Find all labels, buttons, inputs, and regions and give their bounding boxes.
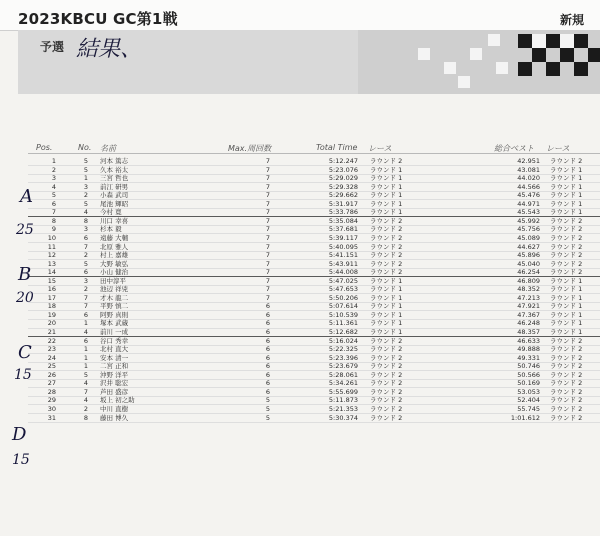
- cell-time: 5:23.076: [328, 165, 358, 174]
- col-no: No.: [78, 143, 92, 152]
- group-d-count: 15: [12, 452, 30, 468]
- cell-time: 5:21.353: [328, 404, 358, 413]
- cell-laps: 5: [265, 413, 270, 422]
- cell-laps: 7: [265, 242, 270, 251]
- cell-no: 7: [83, 242, 88, 251]
- cell-laps: 6: [265, 310, 270, 319]
- cell-name: 二宮 正和: [100, 362, 129, 371]
- cell-best-race: ラウンド 1: [550, 208, 583, 217]
- cell-time: 5:16.024: [328, 336, 358, 345]
- cell-time: 5:31.917: [328, 199, 358, 208]
- cell-race: ラウンド 1: [370, 191, 403, 200]
- cell-pos: 14: [47, 268, 56, 277]
- cell-race: ラウンド 2: [370, 233, 403, 242]
- cell-best: 46.633: [517, 336, 540, 345]
- group-a-letter: A: [20, 186, 33, 207]
- cell-name: 村上 嘉雄: [100, 251, 129, 260]
- cell-race: ラウンド 2: [370, 259, 403, 268]
- cell-pos: 1: [51, 157, 56, 165]
- cell-time: 5:22.325: [328, 345, 358, 354]
- cell-time: 5:37.681: [328, 225, 358, 234]
- cell-race: ラウンド 1: [370, 199, 403, 208]
- cell-name: 小森 武司: [100, 191, 129, 200]
- cell-best: 45.040: [517, 259, 540, 268]
- cell-race: ラウンド 2: [370, 396, 403, 405]
- cell-best: 46.248: [517, 319, 540, 328]
- cell-best: 45.992: [517, 216, 540, 225]
- cell-no: 5: [83, 157, 88, 165]
- cell-no: 3: [83, 225, 88, 234]
- cell-laps: 7: [265, 199, 270, 208]
- cell-name: 平野 慎二: [100, 302, 129, 311]
- cell-no: 4: [83, 396, 88, 405]
- cell-pos: 11: [47, 242, 56, 251]
- cell-best: 44.566: [517, 182, 540, 191]
- cell-laps: 7: [265, 208, 270, 217]
- cell-best: 1:01.612: [510, 413, 540, 422]
- cell-no: 1: [83, 345, 88, 354]
- cell-pos: 2: [51, 165, 56, 174]
- cell-best: 48.352: [517, 285, 540, 294]
- cell-pos: 4: [51, 182, 56, 191]
- col-total-time: Total Time: [316, 143, 358, 152]
- cell-name: 田中淳平: [100, 276, 126, 285]
- cell-time: 5:35.084: [328, 216, 358, 225]
- cell-time: 5:29.328: [328, 182, 358, 191]
- cell-laps: 6: [265, 387, 270, 396]
- cell-laps: 7: [265, 251, 270, 260]
- cell-pos: 8: [51, 216, 56, 225]
- cell-no: 2: [83, 404, 88, 413]
- cell-race: ラウンド 1: [370, 328, 403, 336]
- cell-race: ラウンド 1: [370, 302, 403, 311]
- cell-best-race: ラウンド 2: [550, 379, 583, 388]
- cell-laps: 6: [265, 345, 270, 354]
- cell-no: 1: [83, 362, 88, 371]
- cell-no: 4: [83, 379, 88, 388]
- cell-laps: 6: [265, 328, 270, 336]
- cell-pos: 21: [47, 328, 56, 336]
- group-c-letter: C: [18, 342, 32, 363]
- cell-best-race: ラウンド 2: [550, 336, 583, 345]
- cell-pos: 7: [51, 208, 56, 217]
- cell-name: 小山 健治: [100, 268, 129, 277]
- cell-time: 5:07.614: [328, 302, 358, 311]
- cell-no: 6: [83, 336, 88, 345]
- cell-best-race: ラウンド 1: [550, 174, 583, 183]
- cell-pos: 20: [47, 319, 56, 328]
- cell-name: 尾池 輝昭: [100, 199, 129, 208]
- cell-best: 50.746: [517, 362, 540, 371]
- cell-laps: 6: [265, 379, 270, 388]
- cell-laps: 7: [265, 182, 270, 191]
- cell-pos: 30: [47, 404, 56, 413]
- cell-no: 2: [83, 251, 88, 260]
- cell-best-race: ラウンド 1: [550, 165, 583, 174]
- cell-pos: 31: [47, 413, 56, 422]
- cell-time: 5:40.095: [328, 242, 358, 251]
- cell-best: 45.756: [517, 225, 540, 234]
- cell-pos: 26: [47, 370, 56, 379]
- cell-best-race: ラウンド 1: [550, 191, 583, 200]
- cell-best-race: ラウンド 1: [550, 310, 583, 319]
- cell-best: 49.331: [517, 353, 540, 362]
- cell-best-race: ラウンド 2: [550, 225, 583, 234]
- cell-time: 5:43.911: [328, 259, 358, 268]
- cell-no: 5: [83, 370, 88, 379]
- cell-no: 1: [83, 319, 88, 328]
- cell-no: 6: [83, 233, 88, 242]
- cell-race: ラウンド 2: [370, 216, 403, 225]
- cell-race: ラウンド 1: [370, 208, 403, 217]
- cell-no: 4: [83, 328, 88, 336]
- cell-laps: 5: [265, 396, 270, 405]
- cell-name: 池辺 祥兇: [100, 285, 129, 294]
- cell-pos: 23: [47, 345, 56, 354]
- cell-race: ラウンド 1: [370, 310, 403, 319]
- cell-best-race: ラウンド 1: [550, 182, 583, 191]
- col-race: レース: [368, 144, 392, 153]
- cell-time: 5:55.699: [328, 387, 358, 396]
- cell-name: 沖野 洋平: [100, 370, 129, 379]
- cell-laps: 7: [265, 165, 270, 174]
- cell-no: 2: [83, 191, 88, 200]
- cell-laps: 6: [265, 353, 270, 362]
- cell-best: 50.169: [517, 379, 540, 388]
- cell-best-race: ラウンド 2: [550, 242, 583, 251]
- cell-race: ラウンド 2: [370, 379, 403, 388]
- cell-name: 坂上 初之助: [100, 396, 135, 405]
- cell-no: 1: [83, 353, 88, 362]
- cell-no: 7: [83, 293, 88, 302]
- cell-race: ラウンド 2: [370, 336, 403, 345]
- cell-time: 5:10.539: [328, 310, 358, 319]
- cell-best-race: ラウンド 2: [550, 370, 583, 379]
- cell-best-race: ラウンド 2: [550, 345, 583, 354]
- cell-time: 5:12.682: [328, 328, 358, 336]
- cell-best: 45.543: [517, 208, 540, 217]
- cell-no: 5: [83, 259, 88, 268]
- cell-no: 6: [83, 268, 88, 277]
- cell-time: 5:47.025: [328, 276, 358, 285]
- cell-pos: 16: [47, 285, 56, 294]
- cell-best: 55.745: [517, 404, 540, 413]
- cell-time: 5:41.151: [328, 251, 358, 260]
- cell-race: ラウンド 2: [370, 225, 403, 234]
- cell-race: ラウンド 2: [370, 345, 403, 354]
- cell-name: 阿野 真則: [100, 310, 129, 319]
- cell-best: 43.081: [517, 165, 540, 174]
- cell-time: 5:30.374: [328, 413, 358, 422]
- col-best: 総合ベスト: [494, 144, 534, 153]
- cell-pos: 22: [47, 336, 56, 345]
- cell-best: 45.089: [517, 233, 540, 242]
- cell-race: ラウンド 2: [370, 353, 403, 362]
- col-max-laps: Max.周回数: [228, 144, 272, 153]
- cell-race: ラウンド 2: [370, 268, 403, 277]
- cell-race: ラウンド 1: [370, 165, 403, 174]
- cell-laps: 5: [265, 404, 270, 413]
- cell-best: 45.476: [517, 191, 540, 200]
- cell-laps: 6: [265, 302, 270, 311]
- cell-time: 5:44.008: [328, 268, 358, 277]
- cell-name: 芦田 盛彦: [100, 387, 129, 396]
- cell-best-race: ラウンド 1: [550, 293, 583, 302]
- cell-no: 7: [83, 387, 88, 396]
- group-d-letter: D: [12, 424, 27, 445]
- new-flag: 新規: [560, 13, 585, 27]
- cell-best: 47.213: [517, 293, 540, 302]
- group-b-count: 20: [16, 290, 34, 306]
- cell-time: 5:28.061: [328, 370, 358, 379]
- cell-best: 44.971: [517, 199, 540, 208]
- cell-name: 安本 清一: [100, 353, 129, 362]
- cell-name: 北村 直大: [100, 345, 129, 354]
- cell-name: 久本 裕太: [100, 165, 129, 174]
- cell-best-race: ラウンド 1: [550, 199, 583, 208]
- cell-laps: 6: [265, 362, 270, 371]
- cell-laps: 7: [265, 174, 270, 183]
- cell-no: 5: [83, 199, 88, 208]
- cell-time: 5:12.247: [328, 157, 358, 165]
- cell-race: ラウンド 2: [370, 362, 403, 371]
- cell-best: 44.627: [517, 242, 540, 251]
- cell-best-race: ラウンド 1: [550, 285, 583, 294]
- cell-no: 7: [83, 302, 88, 311]
- cell-pos: 29: [47, 396, 56, 405]
- cell-name: 前江 研男: [100, 182, 129, 191]
- cell-pos: 28: [47, 387, 56, 396]
- cell-pos: 5: [51, 191, 56, 200]
- cell-name: 川口 幸喜: [100, 216, 129, 225]
- cell-best: 50.566: [517, 370, 540, 379]
- cell-time: 5:39.117: [328, 233, 358, 242]
- cell-best-race: ラウンド 1: [550, 302, 583, 311]
- cell-race: ラウンド 1: [370, 174, 403, 183]
- cell-best: 49.888: [517, 345, 540, 354]
- col-pos: Pos.: [36, 143, 53, 152]
- cell-race: ラウンド 2: [370, 370, 403, 379]
- cell-best-race: ラウンド 2: [550, 413, 583, 422]
- event-title: 2023KBCU GC第1戦: [18, 10, 178, 28]
- cell-laps: 7: [265, 276, 270, 285]
- cell-name: 才木 龍二: [100, 293, 129, 302]
- cell-laps: 6: [265, 370, 270, 379]
- cell-pos: 15: [47, 276, 56, 285]
- col-name: 名前: [100, 144, 116, 153]
- cell-race: ラウンド 2: [370, 413, 403, 422]
- cell-race: ラウンド 2: [370, 387, 403, 396]
- cell-best: 52.404: [517, 396, 540, 405]
- cell-pos: 3: [51, 174, 56, 183]
- cell-time: 5:34.261: [328, 379, 358, 388]
- cell-pos: 12: [47, 251, 56, 260]
- cell-pos: 18: [47, 302, 56, 311]
- cell-best: 47.367: [517, 310, 540, 319]
- cell-pos: 17: [47, 293, 56, 302]
- cell-race: ラウンド 2: [370, 251, 403, 260]
- cell-pos: 27: [47, 379, 56, 388]
- cell-no: 4: [83, 208, 88, 217]
- cell-best-race: ラウンド 1: [550, 328, 583, 336]
- cell-race: ラウンド 2: [370, 404, 403, 413]
- session-label: 予選: [40, 40, 65, 54]
- cell-best-race: ラウンド 2: [550, 268, 583, 277]
- cell-laps: 7: [265, 293, 270, 302]
- cell-time: 5:50.206: [328, 293, 358, 302]
- cell-no: 3: [83, 182, 88, 191]
- cell-best-race: ラウンド 2: [550, 362, 583, 371]
- cell-name: 杉本 毅: [100, 225, 122, 234]
- cell-name: 中川 直樹: [100, 404, 129, 413]
- cell-laps: 7: [265, 233, 270, 242]
- cell-time: 5:23.396: [328, 353, 358, 362]
- row-divider: [28, 422, 600, 423]
- cell-best: 42.951: [517, 157, 540, 165]
- cell-time: 5:23.679: [328, 362, 358, 371]
- cell-best: 53.053: [517, 387, 540, 396]
- cell-no: 8: [83, 216, 88, 225]
- cell-no: 6: [83, 310, 88, 319]
- cell-time: 5:33.786: [328, 208, 358, 217]
- cell-race: ラウンド 1: [370, 319, 403, 328]
- cell-best-race: ラウンド 2: [550, 216, 583, 225]
- cell-laps: 7: [265, 191, 270, 200]
- cell-name: 遠藤 大輔: [100, 233, 129, 242]
- cell-laps: 7: [265, 225, 270, 234]
- cell-laps: 6: [265, 336, 270, 345]
- cell-time: 5:29.662: [328, 191, 358, 200]
- cell-name: 前川 一成: [100, 328, 129, 336]
- cell-best: 46.809: [517, 276, 540, 285]
- group-b-letter: B: [18, 264, 32, 285]
- cell-laps: 6: [265, 319, 270, 328]
- cell-name: 大野 敏弘: [100, 259, 129, 268]
- cell-name: 三宮 哲也: [100, 174, 129, 183]
- cell-best: 44.020: [517, 174, 540, 183]
- cell-time: 5:47.653: [328, 285, 358, 294]
- cell-laps: 7: [265, 216, 270, 225]
- cell-best-race: ラウンド 2: [550, 259, 583, 268]
- cell-best: 45.896: [517, 251, 540, 260]
- cell-no: 8: [83, 413, 88, 422]
- cell-best: 47.921: [517, 302, 540, 311]
- cell-time: 5:29.029: [328, 174, 358, 183]
- cell-name: 北原 雅人: [100, 242, 129, 251]
- cell-laps: 7: [265, 268, 270, 277]
- cell-time: 5:11.361: [328, 319, 358, 328]
- cell-race: ラウンド 1: [370, 182, 403, 191]
- cell-laps: 7: [265, 285, 270, 294]
- cell-no: 5: [83, 165, 88, 174]
- cell-name: 今村 寛: [100, 208, 122, 217]
- col-best-race: レース: [546, 144, 570, 153]
- cell-best-race: ラウンド 2: [550, 251, 583, 260]
- cell-name: 沢井 聡宏: [100, 379, 129, 388]
- cell-best-race: ラウンド 2: [550, 157, 583, 165]
- cell-best: 46.254: [517, 268, 540, 277]
- cell-name: 河本 篤志: [100, 157, 129, 165]
- cell-best: 48.357: [517, 328, 540, 336]
- cell-best-race: ラウンド 2: [550, 387, 583, 396]
- group-c-count: 15: [14, 367, 32, 383]
- cell-time: 5:11.873: [328, 396, 358, 405]
- cell-no: 2: [83, 285, 88, 294]
- cell-pos: 9: [51, 225, 56, 234]
- cell-race: ラウンド 2: [370, 157, 403, 165]
- cell-best-race: ラウンド 2: [550, 404, 583, 413]
- cell-pos: 19: [47, 310, 56, 319]
- cell-pos: 25: [47, 362, 56, 371]
- cell-pos: 13: [47, 259, 56, 268]
- handwritten-title: 結果、: [76, 37, 143, 62]
- cell-best-race: ラウンド 2: [550, 233, 583, 242]
- cell-laps: 7: [265, 259, 270, 268]
- cell-race: ラウンド 1: [370, 276, 403, 285]
- cell-no: 3: [83, 276, 88, 285]
- cell-laps: 7: [265, 157, 270, 165]
- cell-name: 谷口 秀幸: [100, 336, 129, 345]
- cell-best-race: ラウンド 1: [550, 276, 583, 285]
- group-a-count: 25: [16, 222, 34, 238]
- cell-pos: 6: [51, 199, 56, 208]
- cell-pos: 24: [47, 353, 56, 362]
- cell-pos: 10: [47, 233, 56, 242]
- cell-race: ラウンド 2: [370, 242, 403, 251]
- cell-best-race: ラウンド 2: [550, 353, 583, 362]
- cell-no: 1: [83, 174, 88, 183]
- cell-race: ラウンド 1: [370, 285, 403, 294]
- cell-race: ラウンド 1: [370, 293, 403, 302]
- cell-best-race: ラウンド 1: [550, 319, 583, 328]
- cell-name: 塚本 武蔵: [100, 319, 129, 328]
- cell-best-race: ラウンド 2: [550, 396, 583, 405]
- cell-name: 藤田 博久: [100, 413, 129, 422]
